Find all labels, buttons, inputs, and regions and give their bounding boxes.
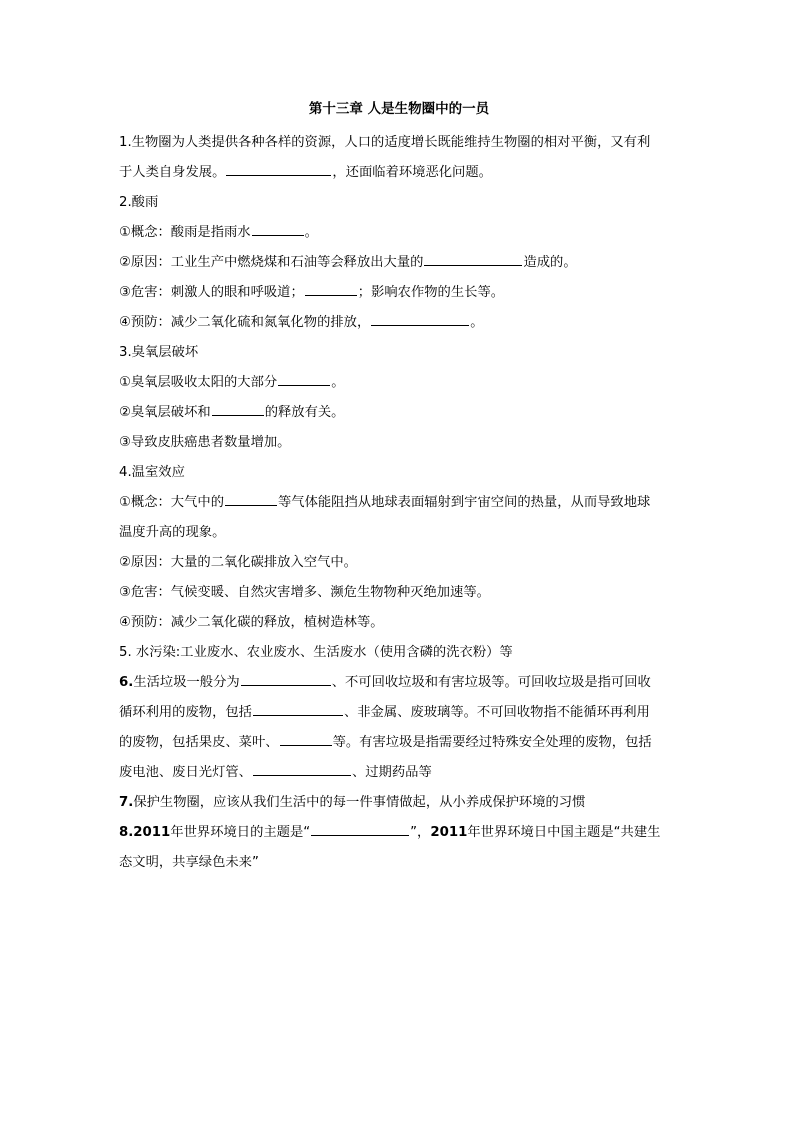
s3-heading: 3.臭氧层破坏 [119, 345, 199, 360]
s1-line-1: 1.生物圈为人类提供各种各样的资源，人口的适度增长既能维持生物圈的相对平衡，又有利 [119, 135, 651, 150]
blank-s8[interactable] [311, 818, 409, 836]
s8-line-2: 态文明，共享绿色未来” [119, 855, 259, 870]
s4-heading: 4.温室效应 [119, 465, 185, 480]
s6-l2-a: 循环利用的废物，包括 [119, 705, 252, 720]
s2-heading: 2.酸雨 [119, 195, 159, 210]
s1-text-a: 于人类自身发展。 [119, 165, 226, 180]
s4-concept-a: ①概念：大气中的 [119, 495, 224, 510]
s3-line-3: ③导致皮肤癌患者数量增加。 [119, 435, 291, 450]
s2-cause [119, 248, 679, 278]
s3-l2-b: 的释放有关。 [264, 405, 345, 420]
worksheet-page [119, 98, 679, 878]
s8-number-year: 8.2011 [119, 825, 171, 840]
s4-cause: ②原因：大量的二氧化碳排放入空气中。 [119, 555, 357, 570]
s4-concept-cont: 温度升高的现象。 [119, 525, 226, 540]
s2-prevent [119, 308, 679, 338]
s6-line-2 [119, 698, 679, 728]
blank-s6-4[interactable] [253, 758, 351, 776]
s6-line-3 [119, 728, 679, 758]
blank-s4[interactable] [225, 488, 277, 506]
s6-l1-b: 、不可回收垃圾和有害垃圾等。可回收垃圾是指可回收 [331, 675, 651, 690]
s8-text-3: 年世界环境日中国主题是“共建生 [467, 825, 661, 840]
s2-concept-a: ①概念：酸雨是指雨水 [119, 225, 251, 240]
s6-l2-b: 、非金属、废玻璃等。不可回收物指不能循环再利用 [343, 705, 650, 720]
s6-number: 6. [119, 675, 134, 690]
s3-l1-a: ①臭氧层吸收太阳的大部分 [119, 375, 278, 390]
blank-s2-prevent[interactable] [371, 308, 469, 326]
s6-l4-b: 、过期药品等 [351, 765, 432, 780]
s3-line-1 [119, 368, 679, 398]
s6-l4-a: 废电池、废日光灯管、 [119, 765, 252, 780]
s2-concept [119, 218, 679, 248]
s2-prevent-a: ④预防：减少二氧化硫和氮氧化物的排放， [119, 315, 371, 330]
s2-concept-b: 。 [304, 225, 318, 240]
s2-harm-a: ③危害：刺激人的眼和呼吸道； [119, 285, 304, 300]
s2-cause-a: ②原因：工业生产中燃烧煤和石油等会释放出大量的 [119, 255, 424, 270]
s7-line [119, 788, 679, 818]
s2-prevent-b: 。 [470, 315, 484, 330]
blank-s6-1[interactable] [241, 668, 331, 686]
s4-prevent: ④预防：减少二氧化碳的释放，植树造林等。 [119, 615, 384, 630]
s6-l1-a: 生活垃圾一般分为 [133, 675, 240, 690]
s7-text: 保护生物圈，应该从我们生活中的每一件事情做起，从小养成保护环境的习惯 [133, 795, 586, 810]
blank-s6-3[interactable] [280, 728, 332, 746]
s1-text-b: ，还面临着环境恶化问题。 [332, 165, 492, 180]
s1-line-2 [119, 158, 679, 188]
page-title: 第十三章 人是生物圈中的一员 [308, 101, 490, 117]
blank-s3-2[interactable] [212, 398, 264, 416]
blank-s6-2[interactable] [253, 698, 343, 716]
blank-s2-cause[interactable] [424, 248, 522, 266]
s4-harm: ③危害：气候变暖、自然灾害增多、濒危生物物种灭绝加速等。 [119, 585, 490, 600]
s8-text-1: 年世界环境日的主题是“ [170, 825, 311, 840]
blank-s3-1[interactable] [278, 368, 330, 386]
s8-line-1 [119, 818, 679, 848]
s3-line-2 [119, 398, 679, 428]
blank-s2-concept[interactable] [252, 218, 304, 236]
blank-s1[interactable] [226, 158, 331, 176]
s6-l3-b: 等。有害垃圾是指需要经过特殊安全处理的废物，包括 [332, 735, 652, 750]
s2-harm [119, 278, 679, 308]
blank-s2-harm[interactable] [305, 278, 357, 296]
s3-l1-b: 。 [331, 375, 345, 390]
s4-concept-b: 等气体能阻挡从地球表面辐射到宇宙空间的热量，从而导致地球 [278, 495, 651, 510]
s8-text-2: ”， [410, 825, 431, 840]
s5-line: 5. 水污染:工业废水、农业废水、生活废水（使用含磷的洗衣粉）等 [119, 645, 513, 660]
s8-year-2: 2011 [430, 825, 468, 840]
s7-number: 7. [119, 795, 134, 810]
s6-l3-a: 的废物，包括果皮、菜叶、 [119, 735, 279, 750]
s6-line-1 [119, 668, 679, 698]
s6-line-4 [119, 758, 679, 788]
s4-concept [119, 488, 679, 518]
s3-l2-a: ②臭氧层破坏和 [119, 405, 211, 420]
s2-harm-b: ；影响农作物的生长等。 [357, 285, 505, 300]
s2-cause-b: 造成的。 [523, 255, 577, 270]
